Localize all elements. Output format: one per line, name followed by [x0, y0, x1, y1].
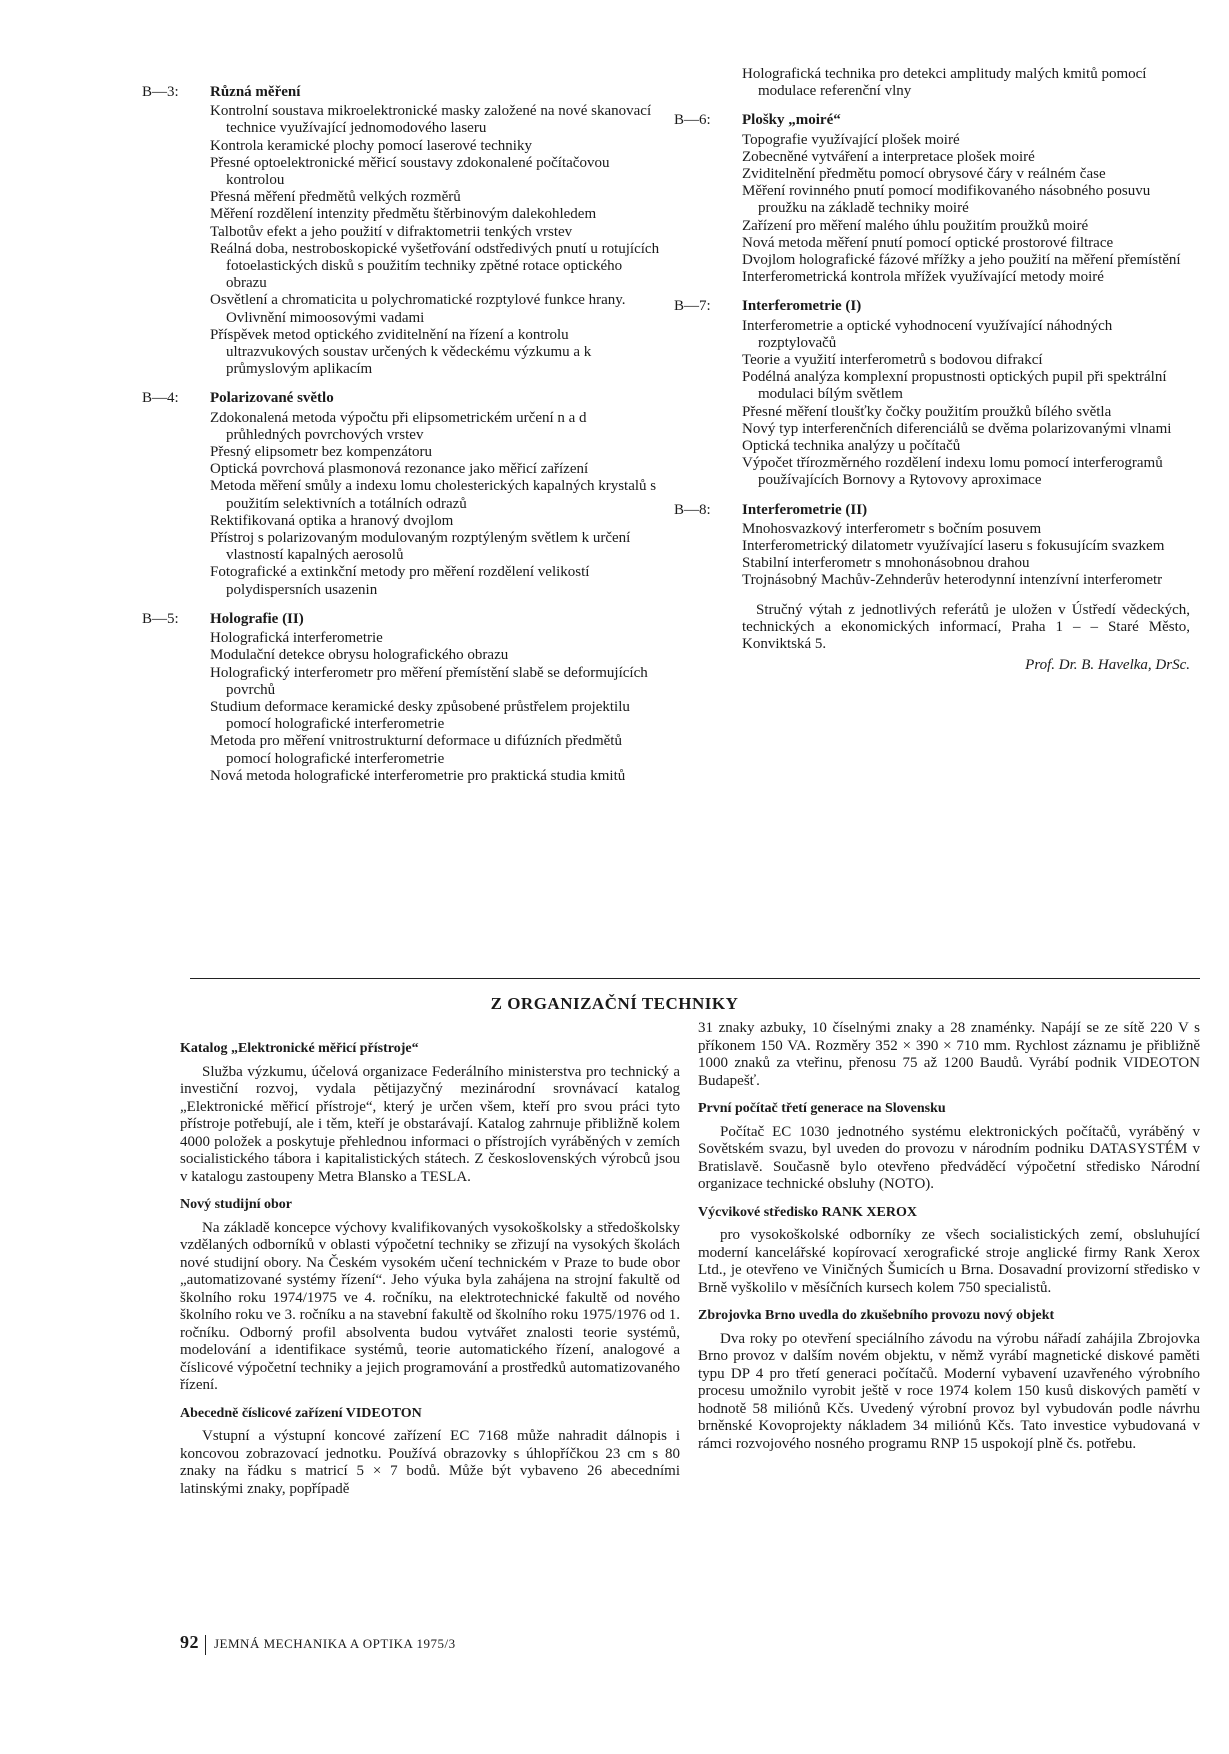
- session-item: Modulační detekce obrysu holografického obrazu: [210, 647, 509, 664]
- left-column-sessions: [142, 84, 665, 797]
- journal-name: JEMNÁ MECHANIKA A OPTIKA 1975/3: [214, 1636, 456, 1651]
- session-1: [142, 390, 665, 598]
- article-title: Zbrojovka Brno uvedla do zkušebního provozu nový objekt: [698, 1308, 1055, 1323]
- session-item: Studium deformace keramické desky způsobené průstřelem projektilu pomocí holografické interferometrie: [210, 698, 630, 733]
- session-item: Zobecněné vytváření a interpretace plošek moiré: [742, 148, 1035, 165]
- session-item: Nová metoda měření pnutí pomocí optické prostorové filtrace: [742, 234, 1114, 251]
- session-code: B—7:: [674, 298, 711, 315]
- session-1: [674, 298, 1190, 489]
- session-items: [210, 410, 665, 599]
- session-item: Měření rozdělení intenzity předmětu štěrbinovým dalekohledem: [210, 206, 597, 223]
- article-title: Abecedně číslicové zařízení VIDEOTON: [180, 1405, 422, 1421]
- right-top-item: Holografická technika pro detekci amplitudy malých kmitů pomocí modulace referenční vlny: [742, 66, 1147, 100]
- article-title: První počítač třetí generace na Slovensku: [698, 1101, 946, 1116]
- session-item: Optická povrchová plasmonová rezonance jako měřicí zařízení: [210, 461, 589, 478]
- session-item: Kontrolní soustava mikroelektronické masky založené na nové skanovací technice využívající jednomodového laseru: [210, 103, 652, 137]
- article-title: Výcvikové středisko RANK XEROX: [698, 1204, 917, 1220]
- session-item: Osvětlení a chromaticita u polychromatické rozptylové funkce hrany. Ovlivnění mimoosovými vadami: [210, 292, 626, 326]
- session-item: Interferometrická kontrola mřížek využívající metody moiré: [742, 269, 1104, 286]
- session-item: Nová metoda holografické interferometrie pro praktická studia kmitů: [210, 767, 626, 784]
- bottom-right-column: [698, 1020, 1200, 1453]
- article-body: Na základě koncepce výchovy kvalifikovaných vysokoškolsky a středoškolsky vzdělaných odborníků v oblasti výpočetní techniky se zřizují na vysokých školách nové studijní obory. Na Českém vysokém učení technickém v Praze to bude obor „automatizované systémy řízení“. Jeho výuka byla zahájena na strojní fakultě od školního roku 1974/1975 ve 4. ročníku, na elektrotechnické fakultě od nového školního roku ve 3. ročníku a na stavební fakultě od školního roku 1975/1976 od 1. ročníku. Odborný profil absolventa budou vytvářet znalosti teorie systémů, modelování a identifikace systémů, teorie automatického řízení, analogové a číslicové výpočetní techniky a jejich programování a prostředků automatizovaného řízení.: [180, 1219, 680, 1393]
- session-2: [674, 501, 1190, 590]
- session-title: Různá měření: [210, 84, 301, 100]
- session-items: [742, 521, 1190, 590]
- session-item: Přesný elipsometr bez kompenzátoru: [210, 444, 433, 461]
- session-item: Topografie využívající plošek moiré: [742, 131, 960, 148]
- session-item: Zviditelnění předmětu pomocí obrysové čáry v reálném čase: [742, 166, 1106, 183]
- session-item: Talbotův efekt a jeho použití v difraktometrii tenkých vrstev: [210, 223, 573, 240]
- session-code: B—6:: [674, 112, 711, 129]
- session-code: B—3:: [142, 84, 179, 100]
- session-item: Trojnásobný Machův-Zehnderův heterodynní intenzívní interferometr: [742, 572, 1163, 589]
- session-item: Zařízení pro měření malého úhlu použitím proužků moiré: [742, 217, 1089, 234]
- session-item: Rektifikovaná optika a hranový dvojlom: [210, 512, 454, 529]
- session-2: [142, 610, 665, 785]
- session-item: Nový typ interferenčních diferenciálů se dvěma polarizovanými vlnami: [742, 420, 1172, 437]
- page-number: 92: [180, 1632, 199, 1652]
- session-title: Polarizované světlo: [210, 390, 334, 407]
- session-code: B—8:: [674, 501, 711, 518]
- session-item: Optická technika analýzy u počítačů: [742, 438, 961, 455]
- article-body: Dva roky po otevření speciálního závodu na výrobu nářadí zahájila Zbrojovka Brno provoz v dalším novém objektu, v němž vyrábí magnetické diskové paměti typu DP 4 pro třetí generaci počítačů. Moderní vybavení uzavřeného výrobního procesu umožnilo vyrobit ještě v roce 1974 kolem 150 kusů diskových pamětí v hodnotě 58 miliónů Kčs. Uvedený výrobní provoz byl vybudován podle návrhu brněnské Kovoprojekty nákladem 34 miliónů Kčs. Tato investice vybudovaná v rámci rozvojového nosného programu RNP 15 uspokojí plně čs. potřebu.: [698, 1330, 1200, 1452]
- bottom-left-column: [180, 1030, 680, 1498]
- right-column-sessions: [674, 66, 1190, 675]
- article-body: pro vysokoškolské odborníky ze všech socialistických zemí, obsluhující moderní kancelářské kopírovací xerografické stroje anglické firmy Rank Xerox Ltd., je otevřeno ve Viničných Šumicích u Brna. Dosavadní provizorní středisko v Brně vyškolilo v měsíčních kursech kolem 750 specialistů.: [698, 1227, 1200, 1296]
- session-title: Plošky „moiré“: [742, 112, 841, 129]
- session-item: Reálná doba, nestroboskopické vyšetřování odstředivých pnutí u rotujících fotoelastických disků s použitím techniky zpětné rotace optického obrazu: [210, 240, 660, 292]
- session-item: Metoda měření smůly a indexu lomu cholesterických kapalných krystalů s použitím selektivních a totálních odrazů: [210, 478, 657, 512]
- session-item: Dvojlom holografické fázové mřížky a jeho použití na měření přemístění: [742, 252, 1181, 269]
- session-0: [674, 112, 1190, 286]
- session-item: Interferometrie a optické vyhodnocení využívající náhodných rozptylovačů: [742, 317, 1113, 351]
- session-item: Zdokonalená metoda výpočtu při elipsometrickém určení n a d průhledných povrchových vrstev: [210, 409, 587, 443]
- session-items: [742, 132, 1190, 287]
- session-0: [142, 84, 665, 378]
- session-item: Podélná analýza komplexní propustnosti optických pupil při spektrální modulaci bílým světlem: [742, 369, 1167, 403]
- page-footer: [180, 1632, 456, 1655]
- session-item: Příspěvek metod optického zviditelnění na řízení a kontrolu ultrazvukových soustav určených k vědeckému výzkumu a k průmyslovým aplikacím: [210, 326, 592, 378]
- session-item: Interferometrický dilatometr využívající laseru s fokusujícím svazkem: [742, 538, 1165, 555]
- session-item: Přesná měření předmětů velkých rozměrů: [210, 189, 461, 206]
- session-item: Stabilní interferometr s mnohonásobnou drahou: [742, 555, 1030, 572]
- session-item: Fotografické a extinkční metody pro měření rozdělení velikostí polydispersních usazenin: [210, 564, 590, 598]
- article-body: Vstupní a výstupní koncové zařízení EC 7168 může nahradit dálnopis i koncovou zobrazovací jednotku. Používá obrazovky s úhlopříčkou 23 cm s 80 znaky na řádku s matricí 5 × 7 bodů. Může být vybaveno 26 abecedními latinskými znaky, popřípadě: [180, 1428, 680, 1497]
- session-item: Přístroj s polarizovaným modulovaným rozptýleným světlem k určení vlastností kapalných aerosolů: [210, 530, 631, 564]
- session-item: Metoda pro měření vnitrostrukturní deformace u difúzních předmětů pomocí holografické interferometrie: [210, 733, 622, 767]
- summary-note: Stručný výtah z jednotlivých referátů je uložen v Ústředí vědeckých, technických a ekonomických informací, Praha 1 – – Staré Město, Konviktská 5.: [742, 601, 1190, 653]
- session-item: Přesné měření tloušťky čočky použitím proužků bílého světla: [742, 403, 1112, 420]
- article-title: Katalog „Elektronické měřicí přístroje“: [180, 1041, 419, 1056]
- article-title: Nový studijní obor: [180, 1197, 293, 1212]
- session-items: [210, 630, 665, 785]
- signature: Prof. Dr. B. Havelka, DrSc.: [1025, 657, 1190, 674]
- session-item: Teorie a využití interferometrů s bodovou difrakcí: [742, 352, 1043, 369]
- session-title: Interferometrie (I): [742, 298, 862, 315]
- session-item: Holografický interferometr pro měření přemístění slabě se deformujících povrchů: [210, 664, 648, 698]
- session-title: Interferometrie (II): [742, 501, 868, 518]
- session-item: Holografická interferometrie: [210, 630, 383, 647]
- session-item: Mnohosvazkový interferometr s bočním posuvem: [742, 520, 1042, 537]
- session-item: Kontrola keramické plochy pomocí laserové techniky: [210, 137, 532, 154]
- article-body: Služba výzkumu, účelová organizace Federálního ministerstva pro technický a investiční rozvoj, vydala pětijazyčný mezinárodní srovnávací katalog „Elektronické měřicí přístroje“, který je určen všem, kteří pro svou práci tyto přístroje potřebují, ale i těm, kteří je obstarávají. Katalog zahrnuje přibližně kolem 4000 položek a poskytuje přehlednou informaci o přístrojích vyráběných v zemích socialistického tábora i kapitalistických státech. Z československých výrobců jsou v katalogu zastoupeny Metra Blansko a TESLA.: [180, 1063, 680, 1185]
- session-items: [742, 318, 1190, 490]
- session-items: [210, 103, 665, 378]
- article-continuation: 31 znaky azbuky, 10 číselnými znaky a 28 znaménky. Napájí se ze sítě 220 V s příkonem 150 VA. Rozměry 352 × 390 × 710 mm. Rychlost záznamu je přibližně 1000 znaků za vteřinu, přenosu 75 až 1200 Baudů. Vyrábí podnik VIDEOTON Budapešť.: [698, 1020, 1200, 1089]
- session-item: Měření rovinného pnutí pomocí modifikovaného násobného posuvu proužku na základě techniky moiré: [742, 183, 1151, 217]
- section-divider: [190, 978, 1200, 979]
- session-item: Výpočet třírozměrného rozdělení indexu lomu pomocí interferogramů používajících Bornovy a Rytovovy aproximace: [742, 455, 1163, 489]
- session-title: Holografie (II): [210, 610, 304, 627]
- footer-separator: [205, 1635, 206, 1655]
- session-code: B—5:: [142, 610, 179, 627]
- section-headline: Z ORGANIZAČNÍ TECHNIKY: [490, 994, 739, 1013]
- session-code: B—4:: [142, 390, 179, 407]
- session-item: Přesné optoelektronické měřicí soustavy zdokonalené počítačovou kontrolou: [210, 154, 610, 189]
- article-body: Počítač EC 1030 jednotného systému elektronických počítačů, vyráběný v Sovětském svazu, byl uveden do provozu v národním podniku DATASYSTÉM v Bratislavě. Současně bylo otevřeno předváděcí výpočetní středisko Národní organizace technické obsluhy (NOTO).: [698, 1123, 1200, 1192]
